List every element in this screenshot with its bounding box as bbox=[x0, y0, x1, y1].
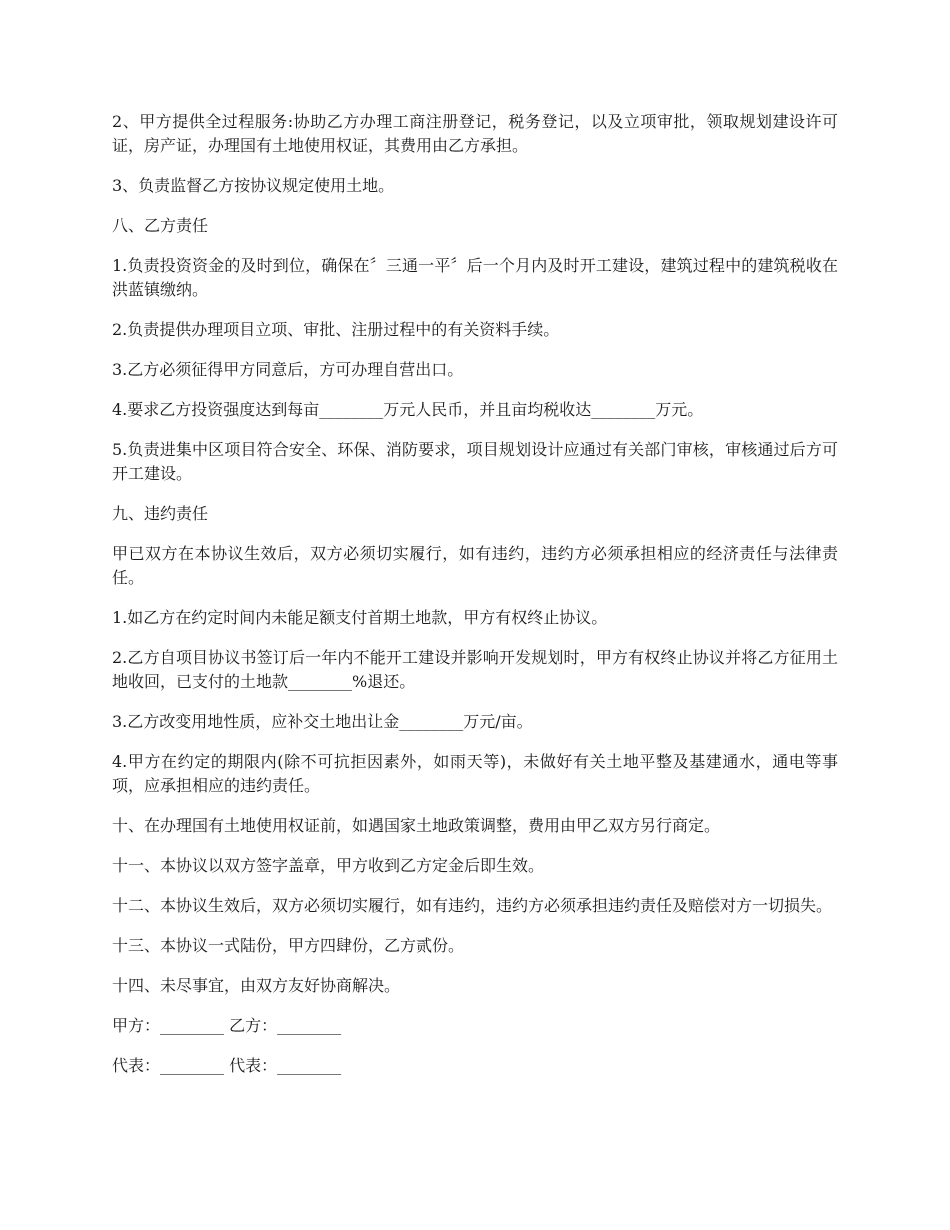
document-page bbox=[112, 110, 838, 1094]
clause-b-5: 5.负责进集中区项目符合安全、环保、消防要求，项目规划设计应通过有关部门审核，审核通过后方可开工建设。 bbox=[112, 440, 838, 483]
breach-1: 1.如乙方在约定时间内未能足额支付首期土地款，甲方有权终止协议。 bbox=[112, 608, 608, 627]
breach-intro: 甲已双方在本协议生效后，双方必须切实履行，如有违约，违约方必须承担相应的经济责任与法律责任。 bbox=[112, 544, 838, 587]
signature-parties-line: 甲方：________ 乙方：________ bbox=[112, 1016, 342, 1035]
clause-14: 十四、未尽事宜，由双方友好协商解决。 bbox=[112, 976, 401, 995]
clause-13: 十三、本协议一式陆份，甲方四肆份，乙方贰份。 bbox=[112, 936, 465, 955]
section-heading-party-b-duties: 八、乙方责任 bbox=[112, 216, 209, 235]
section-heading-breach: 九、违约责任 bbox=[112, 504, 209, 523]
clause-b-4: 4.要求乙方投资强度达到每亩________万元人民币，并且亩均税收达________万元。 bbox=[112, 400, 704, 419]
breach-4: 4.甲方在约定的期限内(除不可抗拒因素外，如雨天等)，未做好有关土地平整及基建通水，通电等事项，应承担相应的违约责任。 bbox=[112, 752, 838, 795]
breach-3: 3.乙方改变用地性质，应补交土地出让金________万元/亩。 bbox=[112, 712, 533, 731]
clause-service: 2、甲方提供全过程服务:协助乙方办理工商注册登记，税务登记，以及立项审批，领取规划建设许可证，房产证，办理国有土地使用权证，其费用由乙方承担。 bbox=[112, 112, 838, 155]
clause-supervise: 3、负责监督乙方按协议规定使用土地。 bbox=[112, 176, 395, 195]
signature-representatives-line: 代表：________ 代表：________ bbox=[112, 1056, 342, 1075]
clause-10: 十、在办理国有土地使用权证前，如遇国家土地政策调整，费用由甲乙双方另行商定。 bbox=[112, 816, 721, 835]
breach-2: 2.乙方自项目协议书签订后一年内不能开工建设并影响开发规划时，甲方有权终止协议并将乙方征用土地收回，已支付的土地款________%退还。 bbox=[112, 648, 838, 691]
clause-11: 十一、本协议以双方签字盖章，甲方收到乙方定金后即生效。 bbox=[112, 856, 545, 875]
clause-b-2: 2.负责提供办理项目立项、审批、注册过程中的有关资料手续。 bbox=[112, 320, 560, 339]
clause-12: 十二、本协议生效后，双方必须切实履行，如有违约，违约方必须承担违约责任及赔偿对方一切损失。 bbox=[112, 896, 833, 915]
clause-b-3: 3.乙方必须征得甲方同意后，方可办理自营出口。 bbox=[112, 360, 464, 379]
clause-b-1: 1.负责投资资金的及时到位，确保在〞三通一平〞后一个月内及时开工建设，建筑过程中的建筑税收在洪蓝镇缴纳。 bbox=[112, 256, 838, 299]
